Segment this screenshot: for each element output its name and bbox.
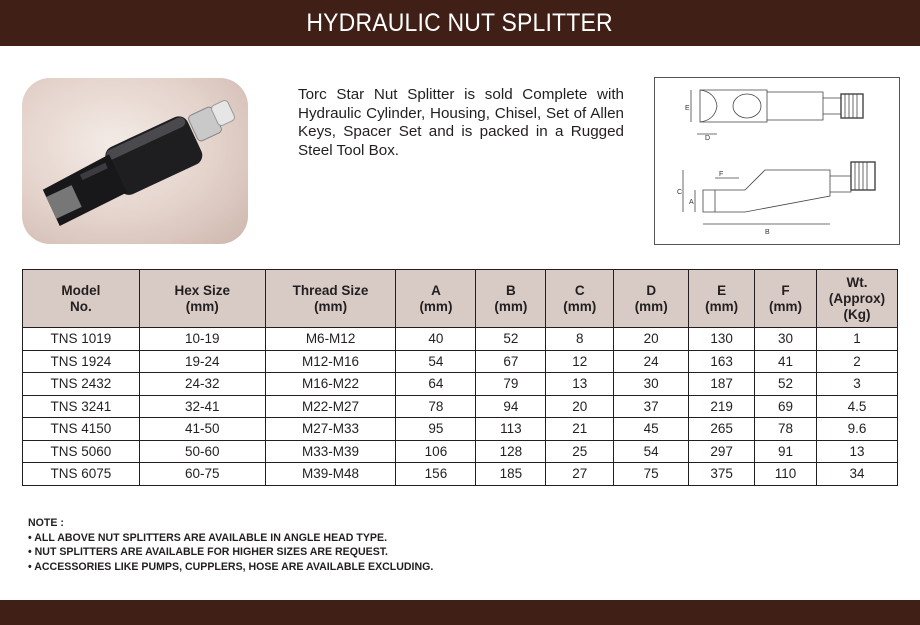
table-cell: 79 <box>476 373 546 396</box>
table-row <box>23 328 898 351</box>
product-description: Torc Star Nut Splitter is sold Complete with Hydraulic Cylinder, Housing, Chisel, Set of Allen Keys, Spacer Set and is packed in a Rugged Steel Tool Box. <box>298 86 624 159</box>
table-cell: 32-41 <box>139 395 265 418</box>
table-cell: 69 <box>755 395 817 418</box>
table-row <box>23 350 898 373</box>
note-item: • ACCESSORIES LIKE PUMPS, CUPPLERS, HOSE ARE AVAILABLE EXCLUDING. <box>28 560 434 573</box>
table-cell: 30 <box>755 328 817 351</box>
note-item: • ALL ABOVE NUT SPLITTERS ARE AVAILABLE IN ANGLE HEAD TYPE. <box>28 531 388 544</box>
table-cell: 37 <box>614 395 689 418</box>
column-header: E (mm) <box>689 270 755 328</box>
table-cell: 20 <box>614 328 689 351</box>
page-title: HYDRAULIC NUT SPLITTER <box>306 8 614 37</box>
table-cell: 265 <box>689 418 755 441</box>
table-cell: 185 <box>476 463 546 486</box>
table-cell: 13 <box>546 373 614 396</box>
table-cell: 91 <box>755 440 817 463</box>
table-row <box>23 395 898 418</box>
note-item: • NUT SPLITTERS ARE AVAILABLE FOR HIGHER SIZES ARE REQUEST. <box>28 546 388 558</box>
table-cell: 52 <box>476 328 546 351</box>
table-cell: 30 <box>614 373 689 396</box>
table-cell: 50-60 <box>139 440 265 463</box>
table-cell: 45 <box>614 418 689 441</box>
table-cell: TNS 6075 <box>23 463 140 486</box>
table-cell: 13 <box>817 440 898 463</box>
notes-section <box>28 516 433 574</box>
table-cell: 12 <box>546 350 614 373</box>
table-cell: TNS 5060 <box>23 440 140 463</box>
table-cell: 4.5 <box>817 395 898 418</box>
table-cell: 95 <box>396 418 476 441</box>
table-cell: 78 <box>396 395 476 418</box>
column-header: Thread Size (mm) <box>265 270 396 328</box>
table-header-row <box>23 270 898 328</box>
table-cell: 219 <box>689 395 755 418</box>
product-photo <box>22 78 248 244</box>
table-cell: 40 <box>396 328 476 351</box>
column-header: D (mm) <box>614 270 689 328</box>
table-cell: 54 <box>614 440 689 463</box>
table-cell: 163 <box>689 350 755 373</box>
table-cell: 64 <box>396 373 476 396</box>
dim-label-b: B <box>765 229 770 236</box>
table-cell: 19-24 <box>139 350 265 373</box>
table-cell: M33-M39 <box>265 440 396 463</box>
table-cell: M16-M22 <box>265 373 396 396</box>
table-cell: TNS 4150 <box>23 418 140 441</box>
table-cell: 94 <box>476 395 546 418</box>
table-cell: 78 <box>755 418 817 441</box>
table-cell: 24-32 <box>139 373 265 396</box>
table-cell: M39-M48 <box>265 463 396 486</box>
table-cell: TNS 1019 <box>23 328 140 351</box>
table-cell: 128 <box>476 440 546 463</box>
table-cell: 54 <box>396 350 476 373</box>
table-cell: 24 <box>614 350 689 373</box>
dim-label-a: A <box>689 199 694 206</box>
table-cell: 52 <box>755 373 817 396</box>
table-cell: 297 <box>689 440 755 463</box>
table-cell: 156 <box>396 463 476 486</box>
table-row <box>23 373 898 396</box>
table-cell: M27-M33 <box>265 418 396 441</box>
table-cell: 2 <box>817 350 898 373</box>
column-header: F (mm) <box>755 270 817 328</box>
specification-table <box>22 269 898 486</box>
dim-label-f: F <box>719 171 724 178</box>
nut-splitter-image <box>22 78 248 244</box>
table-cell: TNS 1924 <box>23 350 140 373</box>
table-cell: 130 <box>689 328 755 351</box>
table-cell: M12-M16 <box>265 350 396 373</box>
table-body <box>23 328 898 486</box>
column-header: A (mm) <box>396 270 476 328</box>
table-cell: 106 <box>396 440 476 463</box>
column-header: Wt. (Approx) (Kg) <box>817 270 898 328</box>
column-header: B (mm) <box>476 270 546 328</box>
table-cell: TNS 3241 <box>23 395 140 418</box>
dim-label-c: C <box>677 189 683 196</box>
table-cell: 110 <box>755 463 817 486</box>
table-row <box>23 440 898 463</box>
column-header: Hex Size (mm) <box>139 270 265 328</box>
table-cell: 375 <box>689 463 755 486</box>
table-cell: 75 <box>614 463 689 486</box>
dimension-drawing <box>654 77 900 245</box>
table-cell: TNS 2432 <box>23 373 140 396</box>
table-cell: M22-M27 <box>265 395 396 418</box>
footer-band <box>0 600 920 625</box>
table-cell: 187 <box>689 373 755 396</box>
table-cell: 8 <box>546 328 614 351</box>
dim-label-e: E <box>685 105 690 112</box>
table-cell: 25 <box>546 440 614 463</box>
technical-diagram <box>655 78 899 244</box>
table-cell: 60-75 <box>139 463 265 486</box>
dim-label-d: D <box>705 135 711 142</box>
table-cell: 3 <box>817 373 898 396</box>
table-cell: 10-19 <box>139 328 265 351</box>
table-cell: 41 <box>755 350 817 373</box>
column-header: Model No. <box>23 270 140 328</box>
column-header: C (mm) <box>546 270 614 328</box>
table-cell: 9.6 <box>817 418 898 441</box>
table-cell: 67 <box>476 350 546 373</box>
table-cell: 20 <box>546 395 614 418</box>
notes-title: NOTE : <box>28 517 64 529</box>
table-cell: 34 <box>817 463 898 486</box>
table-row <box>23 463 898 486</box>
table-row <box>23 418 898 441</box>
table-cell: 113 <box>476 418 546 441</box>
table-cell: 1 <box>817 328 898 351</box>
table-cell: 41-50 <box>139 418 265 441</box>
title-banner <box>0 0 920 46</box>
table-cell: 27 <box>546 463 614 486</box>
table-cell: 21 <box>546 418 614 441</box>
table-cell: M6-M12 <box>265 328 396 351</box>
